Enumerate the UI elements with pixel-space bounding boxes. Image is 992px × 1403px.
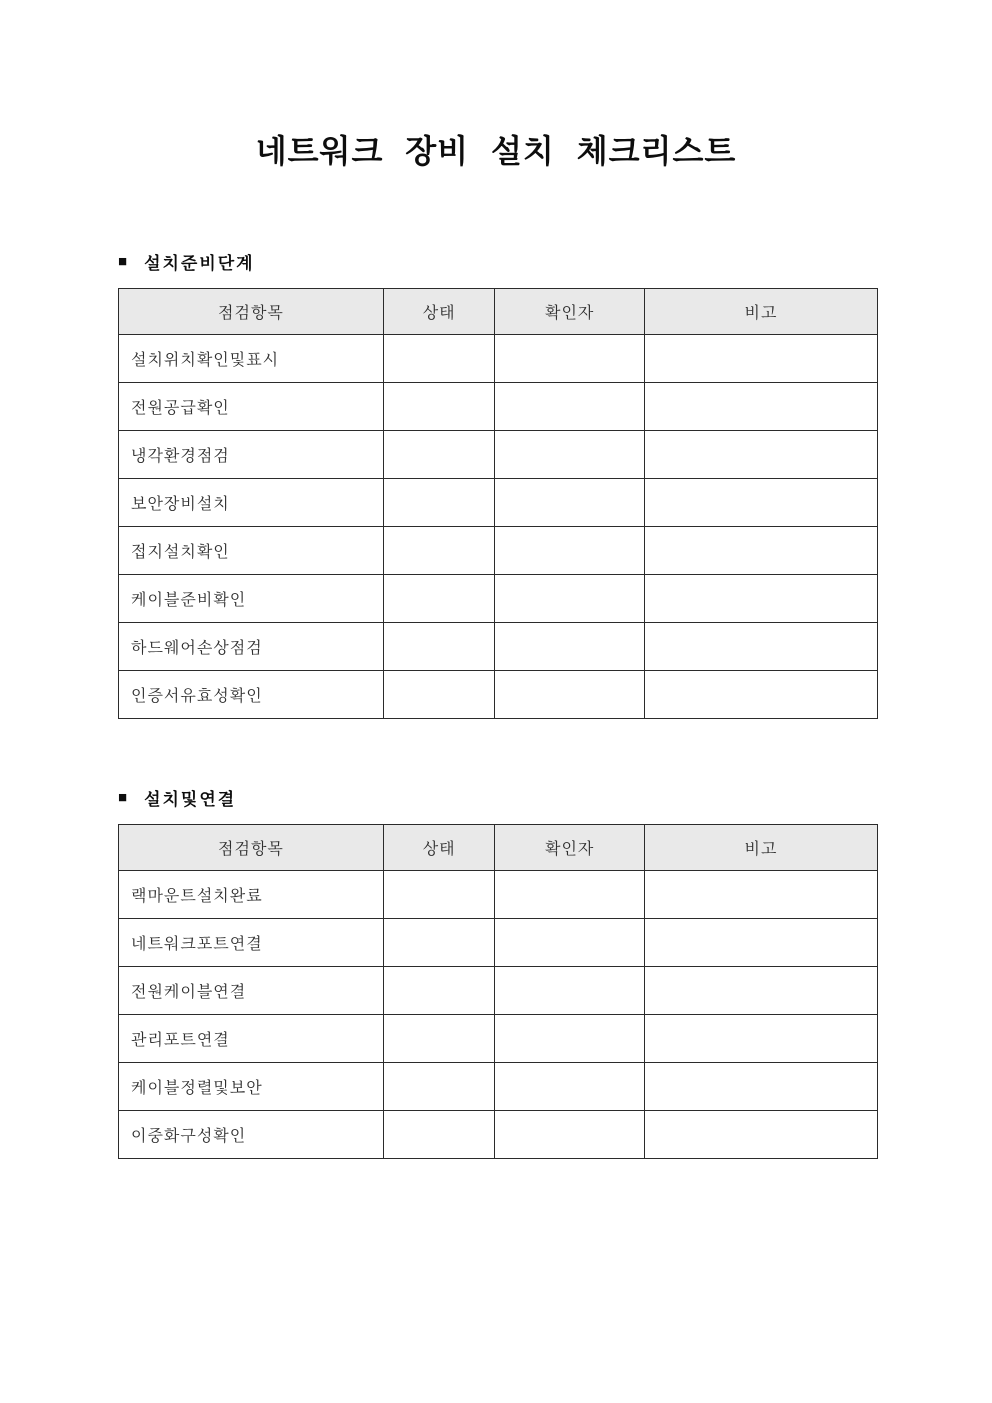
table-header-row [119,289,878,335]
confirmer-cell [495,919,645,967]
column-header-note: 비고 [644,825,877,871]
status-cell [383,671,495,719]
column-header-confirmer: 확인자 [495,289,645,335]
confirmer-cell [495,383,645,431]
item-cell: 네트워크포트연결 [119,919,384,967]
section-heading-preparation [118,249,878,274]
table-body [119,335,878,719]
item-cell: 전원공급확인 [119,383,384,431]
table-row [119,871,878,919]
column-header-note: 비고 [644,289,877,335]
confirmer-cell [495,1015,645,1063]
table-row [119,383,878,431]
status-cell [383,1015,495,1063]
note-cell [644,1015,877,1063]
confirmer-cell [495,431,645,479]
note-cell [644,1063,877,1111]
table-row [119,527,878,575]
section-heading-text: 설치및연결 [144,790,237,809]
item-cell: 설치위치확인및표시 [119,335,384,383]
note-cell [644,383,877,431]
table-header-row [119,825,878,871]
table-row [119,1063,878,1111]
item-cell: 랙마운트설치완료 [119,871,384,919]
page-title: 네트워크 장비 설치 체크리스트 [255,133,737,169]
column-header-confirmer: 확인자 [495,825,645,871]
column-header-status: 상태 [383,825,495,871]
section-heading-text: 설치준비단계 [144,254,255,273]
document-content [118,249,878,1159]
status-cell [383,431,495,479]
note-cell [644,671,877,719]
confirmer-cell [495,967,645,1015]
confirmer-cell [495,527,645,575]
section-installation [118,785,878,1159]
note-cell [644,575,877,623]
item-cell: 하드웨어손상점검 [119,623,384,671]
table-header [119,825,878,871]
table-body [119,871,878,1159]
table-row [119,575,878,623]
item-cell: 냉각환경점검 [119,431,384,479]
section-bullet-icon: ■ [118,789,130,806]
item-cell: 케이블정렬및보안 [119,1063,384,1111]
status-cell [383,575,495,623]
status-cell [383,1111,495,1159]
status-cell [383,479,495,527]
note-cell [644,335,877,383]
item-cell: 인증서유효성확인 [119,671,384,719]
column-header-item: 점검항목 [119,825,384,871]
column-header-item: 점검항목 [119,289,384,335]
confirmer-cell [495,623,645,671]
confirmer-cell [495,871,645,919]
section-bullet-icon: ■ [118,253,130,270]
table-header [119,289,878,335]
table-row [119,1111,878,1159]
status-cell [383,871,495,919]
table-row [119,1015,878,1063]
column-header-status: 상태 [383,289,495,335]
note-cell [644,431,877,479]
confirmer-cell [495,1111,645,1159]
table-row [119,479,878,527]
note-cell [644,623,877,671]
note-cell [644,527,877,575]
confirmer-cell [495,335,645,383]
note-cell [644,1111,877,1159]
table-row [119,431,878,479]
section-preparation [118,249,878,719]
confirmer-cell [495,575,645,623]
item-cell: 케이블준비확인 [119,575,384,623]
confirmer-cell [495,1063,645,1111]
status-cell [383,383,495,431]
note-cell [644,479,877,527]
item-cell: 전원케이블연결 [119,967,384,1015]
table-row [119,623,878,671]
status-cell [383,623,495,671]
note-cell [644,967,877,1015]
section-heading-installation [118,785,878,810]
confirmer-cell [495,479,645,527]
table-row [119,671,878,719]
checklist-table-installation [118,824,878,1159]
checklist-table-preparation [118,288,878,719]
item-cell: 이중화구성확인 [119,1111,384,1159]
status-cell [383,967,495,1015]
confirmer-cell [495,671,645,719]
item-cell: 관리포트연결 [119,1015,384,1063]
item-cell: 접지설치확인 [119,527,384,575]
note-cell [644,871,877,919]
status-cell [383,527,495,575]
table-row [119,967,878,1015]
status-cell [383,335,495,383]
table-row [119,335,878,383]
note-cell [644,919,877,967]
status-cell [383,919,495,967]
table-row [119,919,878,967]
status-cell [383,1063,495,1111]
item-cell: 보안장비설치 [119,479,384,527]
